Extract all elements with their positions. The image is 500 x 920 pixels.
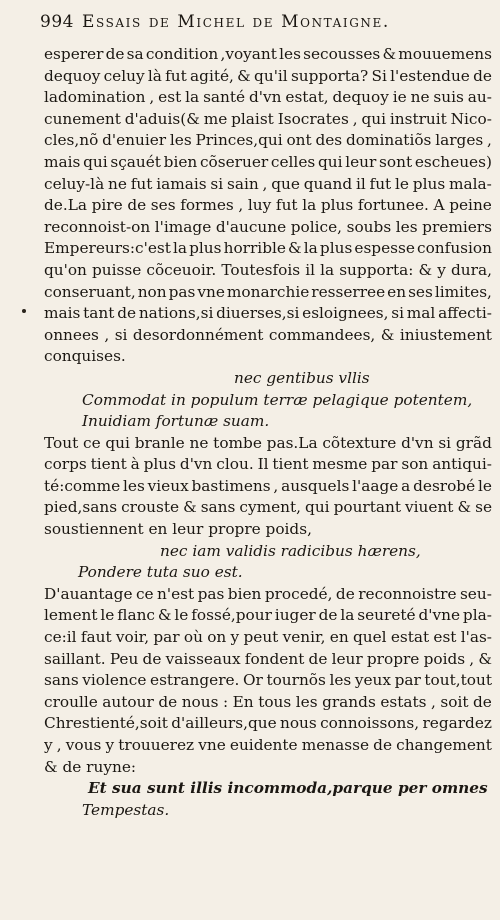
text-line: Chrestienté,soit d'ailleurs,que nous connoissons, regardez (44, 714, 492, 733)
text-line: cunement d'aduis(& me plaist Isocrates , qui instruit Nico- (44, 109, 492, 128)
text-line: & de ruyne: (44, 757, 137, 776)
running-header (40, 12, 492, 32)
text-line: pied,sans crouste & sans cyment, qui pourtant viuent & se (44, 498, 492, 517)
running-title: Essais de Michel de Montaigne. (81, 12, 390, 32)
text-line: esperer de sa condition ,voyant les secousses & mouuemens (44, 45, 492, 63)
text-line: qu'on puisse cõceuoir. Toutesfois il la supporta: & y dura, (44, 260, 492, 279)
text-line: conquises. (44, 347, 126, 366)
text-line: croulle autour de nous : En tous les grands estats , soit de (44, 692, 492, 711)
text-line: de.La pire de ses formes , luy fut la plus fortunee. A peine (44, 196, 492, 215)
text-line: saillant. Peu de vaisseaux fondent de leur propre poids , & (44, 649, 492, 668)
text-line: Tout ce qui branle ne tombe pas.La cõtexture d'vn si grãd (44, 433, 492, 452)
margin-mark (22, 309, 26, 313)
verse-line: nec iam validis radicibus hærens, (160, 541, 421, 560)
text-line: corps tient à plus d'vn clou. Il tient mesme par son antiqui- (44, 455, 492, 474)
body-text (44, 44, 492, 821)
text-line: y , vous y trouuerez vne euidente menasse de changement (44, 736, 492, 754)
text-line: D'auantage ce n'est pas bien procedé, de reconnoistre seu- (44, 584, 492, 603)
verse-line: nec gentibus vllis (234, 368, 370, 387)
text-line: dequoy celuy là fut agité, & qu'il supporta? Si l'estendue de (44, 66, 492, 85)
text-line: té:comme les vieux bastimens , ausquels l'aage a desrobé le (44, 476, 492, 495)
verse-line: Inuidiam fortunæ suam. (82, 412, 270, 431)
verse-line: Commodat in populum terræ pelagique potentem, (82, 390, 473, 409)
text-line: cles,nõ d'enuier les Princes,qui ont des dominatiõs larges , (44, 131, 492, 150)
text-line: soustiennent en leur propre poids, (44, 520, 312, 539)
verse-line: Pondere tuta suo est. (78, 563, 243, 582)
text-line: sans violence estrangere. Or tournõs les yeux par tout,tout (44, 671, 492, 690)
text-line: reconnoist-on l'image d'aucune police, soubs les premiers (44, 217, 492, 236)
verse-line: Tempestas. (82, 800, 170, 819)
text-line: lement le flanc & le fossé,pour iuger de la seureté d'vne pla- (44, 606, 492, 625)
verse-line: Et sua sunt illis incommoda,parque per omnes (88, 779, 488, 798)
text-line: Empereurs:c'est la plus horrible & la plus espesse confusion (44, 239, 492, 258)
text-line: celuy-là ne fut iamais si sain , que quand il fut le plus mala- (44, 174, 492, 193)
text-line: conseruant, non pas vne monarchie resserree en ses limites, (44, 282, 492, 301)
text-line: mais qui sçauét bien cõseruer celles qui leur sont escheues) (44, 152, 492, 171)
text-line: ladomination , est la santé d'vn estat, dequoy ie ne suis au- (44, 88, 492, 107)
page-number: 994 (40, 12, 74, 32)
text-line: onnees , si desordonnément commandees, & iniustement (44, 325, 492, 344)
text-line: mais tant de nations,si diuerses,si esloignees, si mal affecti- (44, 304, 492, 323)
text-line: ce:il faut voir, par où on y peut venir, en quel estat est l'as- (44, 628, 492, 647)
